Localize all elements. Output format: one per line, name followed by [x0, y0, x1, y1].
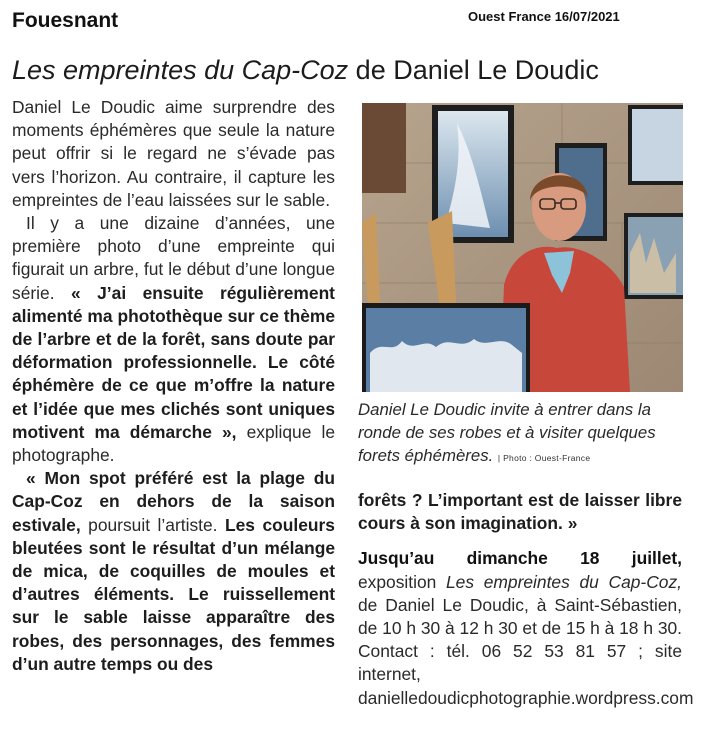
spot-quote-1: « Mon spot préféré est la plage du Cap-Coz en dehors de la saison estivale,: [12, 468, 335, 535]
history-quote: « J’ai ensuite régulièrement alimenté ma photothèque sur ce thème de l’arbre et de la forêt, sans doute par déformation professionnelle. Le côté éphémère de ce que m’offre la nature et l’idée que mes clichés sont uniques motivent ma démarche »,: [12, 282, 335, 442]
info-details: de Daniel Le Doudic, à Saint-Sébastien, de 10 h 30 à 12 h 30 et de 15 h à 18 h 30. Contact : tél. 06 52 53 81 57 ; site internet, danielledoudicphotographie.wordpress.com: [358, 594, 694, 708]
section-title: Fouesnant: [12, 9, 119, 32]
paragraph-practical-info: [358, 547, 694, 709]
headline: [12, 55, 599, 86]
article-photo: [362, 103, 683, 392]
paragraph-history: [12, 212, 335, 467]
info-start: exposition: [358, 571, 437, 592]
paragraph-intro: Daniel Le Doudic aime surprendre des moments éphémères que seule la nature peut offrir si le regard ne s’évade pas vers l’horizon. Au contraire, il capture les empreintes de l’eau laissées sur le sable.: [12, 97, 335, 210]
exhibition-dates: Jusqu’au dimanche 18 juillet,: [358, 548, 682, 569]
caption-text: Daniel Le Doudic invite à entrer dans la ronde de ses robes et à visiter quelques forets éphémères.: [358, 400, 656, 465]
right-column: [358, 489, 694, 722]
paragraph-spot: [12, 467, 335, 676]
photo-credit: | Photo : Ouest-France: [497, 453, 591, 463]
left-column: [12, 96, 335, 676]
print-top-right: [632, 109, 683, 181]
headline-rest: de Daniel Le Doudic: [348, 55, 599, 85]
wooden-beam: [362, 103, 406, 193]
spot-quote-2: Les couleurs bleutées sont le résultat d’un mélange de mica, de coquilles de moules et d’autres éléments. Le ruissellement sur le sable laisse apparaître des robes, des personnages, des femmes d’un autre temps ou des: [12, 514, 335, 674]
info-title: Les empreintes du Cap-Coz,: [446, 571, 682, 592]
source-label: Ouest France 16/07/2021: [468, 9, 620, 24]
continued-quote: forêts ? L’important est de laisser libre cours à son imagination. »: [358, 490, 682, 534]
photo-caption: [358, 398, 684, 470]
spot-attribution: poursuit l’artiste.: [88, 514, 218, 535]
history-attribution: explique le photographe.: [12, 421, 336, 466]
history-text: Il y a une dizaine d’années, une première photo d’une empreinte qui figurait un arbre, fut le début d’une longue série.: [12, 213, 335, 303]
headline-italic: Les empreintes du Cap-Coz: [12, 55, 349, 85]
paragraph-quote-end: [358, 489, 682, 535]
